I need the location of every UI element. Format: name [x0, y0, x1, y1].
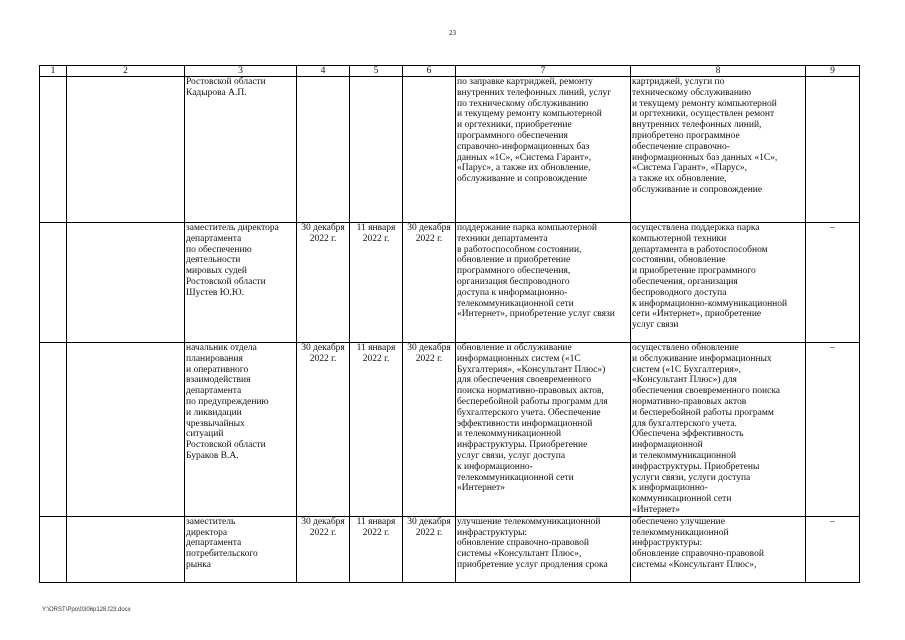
cell-problems	[806, 343, 860, 517]
cell-text-line: обеспечено улучшение	[632, 516, 725, 527]
cell-number	[40, 516, 67, 582]
cell-text-line: 30 декабря	[301, 343, 345, 353]
cell-text-line: картриджей, услуги по	[632, 77, 725, 87]
cell-text-line: инфраструктуры. Приобретены	[632, 461, 760, 472]
cell-text-line: 2022 г.	[309, 353, 337, 364]
file-path-footer: Y:\ORST\Ppo\0306p128.f23.docx	[42, 607, 131, 613]
cell-name	[67, 516, 185, 582]
cell-text-line: 2022 г.	[415, 233, 443, 244]
column-number: 7	[456, 66, 631, 77]
cell-text-line: и оперативного	[186, 364, 249, 375]
table-row	[40, 516, 860, 582]
cell-end-date	[403, 77, 456, 223]
cell-end-date	[403, 343, 456, 517]
cell-problems	[806, 516, 860, 582]
cell-text-line: программного обеспечения	[457, 130, 568, 141]
cell-text-line: телекоммуникационной	[632, 527, 729, 538]
cell-expected-result	[456, 77, 631, 223]
cell-plan-date	[350, 343, 403, 517]
cell-text-line: компьютерной техники	[632, 233, 727, 244]
cell-text-line: систем («1С Бухгалтерия»,	[632, 364, 741, 375]
cell-text-line: к информационно-	[457, 461, 533, 472]
cell-text-line: «Интернет»	[457, 483, 506, 494]
cell-name	[67, 223, 185, 343]
cell-text-line: рынка	[186, 559, 211, 570]
cell-text-line: и телекоммуникационной	[632, 450, 737, 461]
cell-name	[67, 343, 185, 517]
column-number: 8	[631, 66, 806, 77]
cell-text-line: начальник отдела	[186, 343, 257, 353]
cell-text-line: коммуникационной сети	[632, 494, 732, 505]
cell-text-line: «Система Гарант», «Парус»,	[632, 163, 748, 174]
column-number: 3	[185, 66, 297, 77]
cell-problems	[806, 77, 860, 223]
cell-text-line: по заправке картриджей, ремонту	[457, 77, 593, 87]
cell-text-line: 11 января	[356, 223, 396, 233]
cell-actual-result	[631, 223, 806, 343]
cell-text-line: справочно-информационных баз	[457, 141, 590, 152]
cell-text-line: взаимодействия	[186, 375, 251, 386]
cell-start-date	[297, 223, 350, 343]
cell-text-line: 30 декабря	[301, 223, 345, 233]
cell-text-line: заместитель директора	[186, 223, 279, 233]
cell-problems	[806, 223, 860, 343]
cell-text-line: данных «1С», «Система Гарант»,	[457, 152, 592, 163]
cell-text-line: и телекоммуникационной	[457, 429, 562, 440]
cell-text-line: обновление и обслуживание	[457, 343, 572, 353]
cell-text-line: и ликвидации	[186, 407, 242, 418]
cell-text-line: Шустев Ю.Ю.	[186, 287, 245, 298]
column-number: 9	[806, 66, 860, 77]
cell-text-line: Ростовской области	[186, 440, 266, 451]
cell-actual-result	[631, 516, 806, 582]
cell-text-line: услуги связи, услуги доступа	[632, 472, 751, 483]
cell-actual-result	[631, 343, 806, 517]
cell-text-line: осуществлена поддержка парка	[632, 223, 760, 233]
cell-text-line: департамента	[186, 386, 242, 397]
cell-text-line: инфраструктуры:	[632, 538, 703, 549]
cell-text-line: деятельности	[186, 255, 241, 266]
cell-name	[67, 77, 185, 223]
cell-text-line: 30 декабря	[407, 516, 451, 527]
cell-text-line: по обеспечению	[186, 244, 252, 255]
cell-text-line: беспроводного доступа	[632, 287, 727, 298]
cell-text-line: системы «Консультант Плюс»,	[457, 549, 582, 560]
column-number: 6	[403, 66, 456, 77]
cell-text-line: департамента в работоспособном	[632, 244, 768, 255]
cell-text-line: и текущему ремонту компьютерной	[632, 98, 777, 109]
cell-text-line: поддержание парка компьютерной	[457, 223, 597, 233]
cell-plan-date	[350, 516, 403, 582]
cell-text-line: инфраструктуры:	[457, 527, 528, 538]
cell-text-line: к информационно-коммуникационной	[632, 298, 788, 309]
cell-text-line: Ростовской области	[186, 77, 266, 87]
cell-text-line: 2022 г.	[362, 527, 390, 538]
cell-plan-date	[350, 223, 403, 343]
cell-text-line: обновление справочно-правовой	[632, 549, 764, 560]
report-table	[39, 65, 860, 583]
cell-text-line: департамента	[186, 233, 242, 244]
cell-text-line: сети «Интернет», приобретение	[632, 309, 762, 320]
cell-text-line: системы «Консультант Плюс»,	[632, 559, 757, 570]
cell-text-line: по предупреждению	[186, 396, 269, 407]
cell-text-line: техники департамента	[457, 233, 548, 244]
cell-text-line: обеспечения, организация	[632, 276, 738, 287]
cell-start-date	[297, 77, 350, 223]
cell-text-line: услуг связи, услуг доступа	[457, 450, 566, 461]
cell-text-line: и оргтехники, осуществлен ремонт	[632, 109, 775, 120]
cell-text-line: директора	[186, 527, 228, 538]
cell-responsible	[185, 343, 297, 517]
cell-responsible	[185, 516, 297, 582]
cell-text-line: Бураков В.А.	[186, 450, 239, 461]
cell-text-line: Кадырова А.П.	[186, 87, 247, 98]
cell-text-line: планирования	[186, 353, 243, 364]
cell-text-line: Бухгалтерия», «Консультант Плюс»)	[457, 364, 606, 375]
cell-text-line: доступа к информационно-	[457, 287, 568, 298]
cell-text-line: –	[830, 516, 835, 527]
cell-expected-result	[456, 516, 631, 582]
cell-text-line: и обслуживание информационных	[632, 353, 772, 364]
cell-text-line: информационной	[632, 440, 703, 451]
cell-text-line: «Парус», а также их обновление,	[457, 163, 591, 174]
cell-text-line: обслуживание и сопровождение	[457, 174, 588, 185]
cell-text-line: обслуживание и сопровождение	[632, 184, 763, 195]
cell-text-line: к информационно-	[632, 483, 708, 494]
cell-text-line: «Интернет», приобретение услуг связи	[457, 309, 615, 320]
cell-text-line: внутренних телефонных линий, услуг	[457, 87, 612, 98]
cell-text-line: информационных систем («1С	[457, 353, 581, 364]
cell-end-date	[403, 516, 456, 582]
cell-text-line: –	[830, 343, 835, 353]
cell-text-line: Ростовской области	[186, 276, 266, 287]
cell-text-line: обновление справочно-правовой	[457, 538, 589, 549]
cell-text-line: услуг связи	[632, 320, 679, 331]
cell-text-line: чрезвычайных	[186, 418, 245, 429]
cell-responsible	[185, 77, 297, 223]
cell-text-line: и бесперебойной работы программ	[632, 407, 774, 418]
cell-text-line: обновление и приобретение	[457, 255, 571, 266]
cell-text-line: телекоммуникационной сети	[457, 472, 574, 483]
cell-text-line: 2022 г.	[309, 233, 337, 244]
cell-number	[40, 343, 67, 517]
cell-text-line: 2022 г.	[309, 527, 337, 538]
cell-text-line: потребительского	[186, 549, 258, 560]
cell-text-line: поиска нормативно-правовых актов,	[457, 386, 604, 397]
cell-text-line: бесперебойной работы программ для	[457, 396, 608, 407]
table-row	[40, 223, 860, 343]
cell-text-line: –	[830, 223, 835, 233]
cell-text-line: и оргтехники, приобретение	[457, 120, 572, 131]
cell-text-line: ситуаций	[186, 429, 224, 440]
cell-text-line: в работоспособном состоянии,	[457, 244, 582, 255]
cell-number	[40, 223, 67, 343]
cell-text-line: осуществлено обновление	[632, 343, 739, 353]
cell-text-line: телекоммуникационной сети	[457, 298, 574, 309]
column-number: 2	[67, 66, 185, 77]
cell-text-line: программного обеспечения,	[457, 266, 571, 277]
cell-text-line: 30 декабря	[301, 516, 345, 527]
column-number: 4	[297, 66, 350, 77]
cell-text-line: заместитель	[186, 516, 236, 527]
cell-text-line: инфраструктуры. Приобретение	[457, 440, 588, 451]
table-row	[40, 343, 860, 517]
cell-text-line: приобретено программное	[632, 130, 740, 141]
table-row	[40, 77, 860, 223]
cell-start-date	[297, 343, 350, 517]
cell-end-date	[403, 223, 456, 343]
cell-text-line: по техническому обслуживанию	[457, 98, 589, 109]
cell-text-line: 2022 г.	[415, 527, 443, 538]
cell-expected-result	[456, 223, 631, 343]
cell-text-line: «Интернет»	[632, 504, 681, 515]
cell-text-line: для бухгалтерского учета.	[632, 418, 737, 429]
cell-text-line: для обеспечения своевременного	[457, 375, 592, 386]
cell-text-line: 30 декабря	[407, 223, 451, 233]
cell-responsible	[185, 223, 297, 343]
cell-text-line: состоянии, обновление	[632, 255, 726, 266]
column-number-row	[40, 66, 860, 77]
cell-text-line: 2022 г.	[362, 233, 390, 244]
cell-text-line: эффективности информационной	[457, 418, 593, 429]
cell-text-line: 11 января	[356, 516, 396, 527]
cell-text-line: улучшение телекоммуникационной	[457, 516, 601, 527]
cell-text-line: 30 декабря	[407, 343, 451, 353]
cell-text-line: «Консультант Плюс») для	[632, 375, 737, 386]
cell-text-line: приобретение услуг продления срока	[457, 559, 608, 570]
cell-text-line: и текущему ремонту компьютерной	[457, 109, 602, 120]
cell-text-line: бухгалтерского учета. Обеспечение	[457, 407, 601, 418]
cell-text-line: информационных баз данных «1С»,	[632, 152, 778, 163]
cell-text-line: нормативно-правовых актов	[632, 396, 747, 407]
cell-text-line: и приобретение программного	[632, 266, 756, 277]
cell-text-line: 2022 г.	[362, 353, 390, 364]
cell-text-line: внутренних телефонных линий,	[632, 120, 762, 131]
cell-text-line: департамента	[186, 538, 242, 549]
cell-number	[40, 77, 67, 223]
cell-text-line: 2022 г.	[415, 353, 443, 364]
page-number: 23	[449, 29, 456, 37]
cell-text-line: мировых судей	[186, 266, 247, 277]
cell-plan-date	[350, 77, 403, 223]
cell-text-line: Обеспечена эффективность	[632, 429, 744, 440]
cell-text-line: обеспечение справочно-	[632, 141, 730, 152]
cell-text-line: обеспечения своевременного поиска	[632, 386, 781, 397]
table-body	[40, 77, 860, 583]
cell-text-line: 11 января	[356, 343, 396, 353]
cell-start-date	[297, 516, 350, 582]
column-number: 1	[40, 66, 67, 77]
cell-text-line: техническому обслуживанию	[632, 87, 752, 98]
cell-text-line: организация беспроводного	[457, 276, 570, 287]
column-number: 5	[350, 66, 403, 77]
cell-expected-result	[456, 343, 631, 517]
cell-actual-result	[631, 77, 806, 223]
cell-text-line: а также их обновление,	[632, 174, 727, 185]
